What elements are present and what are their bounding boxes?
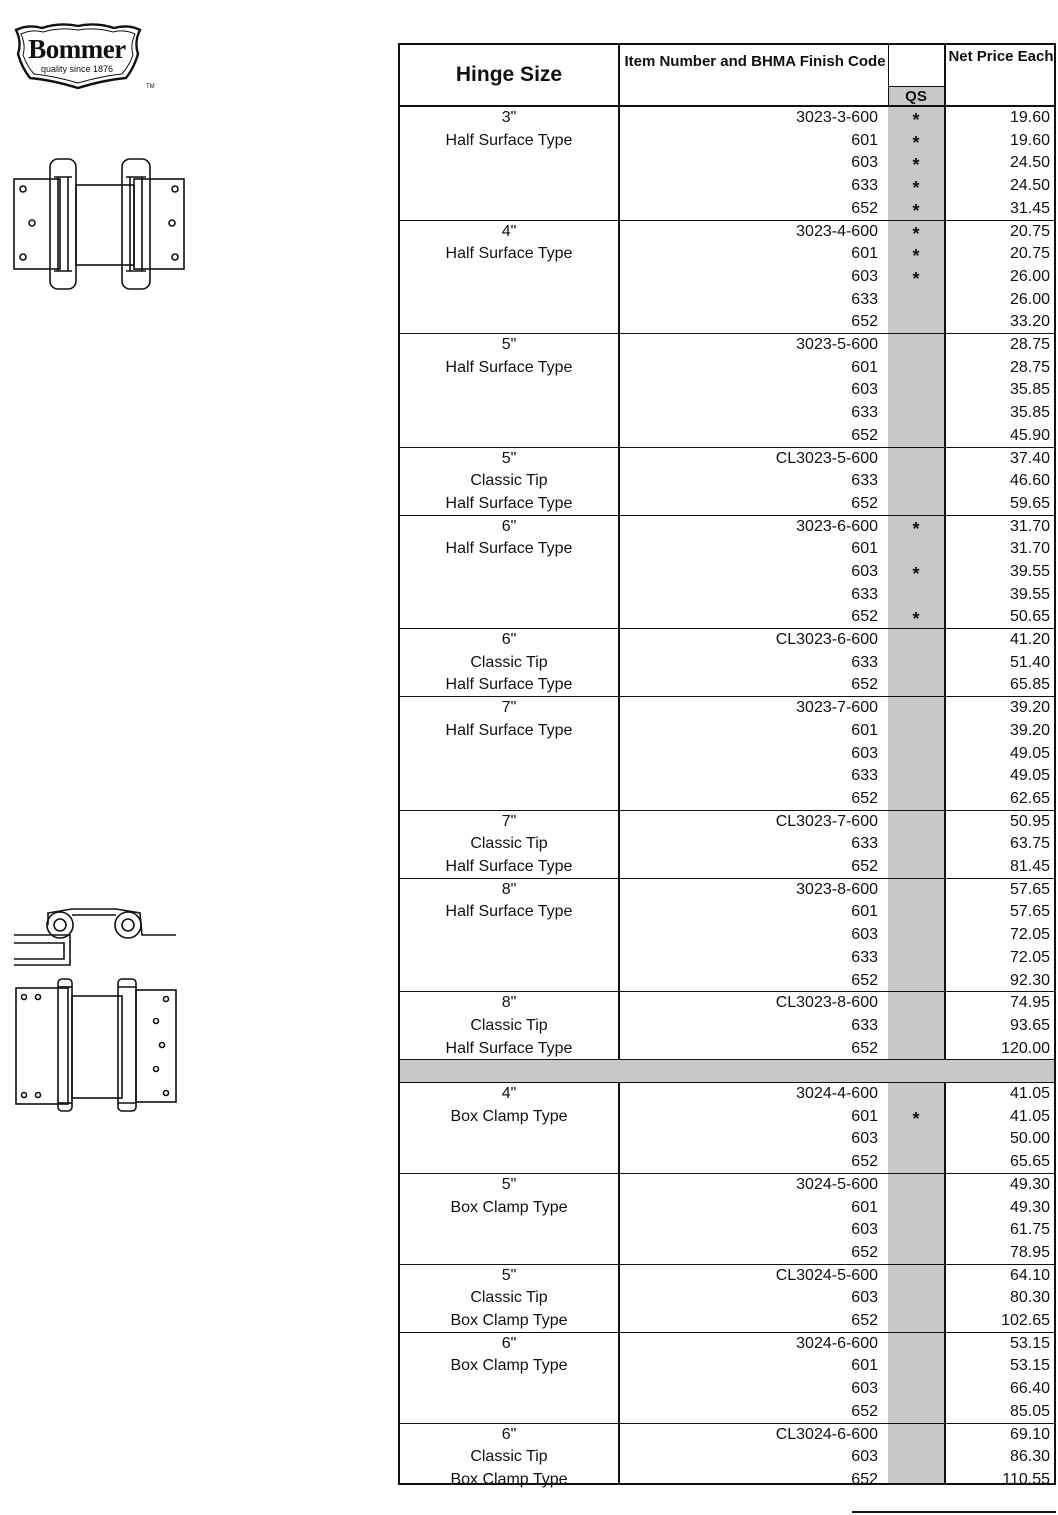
item-code: 652: [851, 1312, 878, 1330]
item-code: 652: [851, 1039, 878, 1057]
item-code: 633: [851, 767, 878, 785]
header-item-number: Item Number and BHMA Finish Code: [624, 53, 886, 70]
qs-marker: *: [912, 246, 920, 267]
header-hinge-size: Hinge Size: [455, 63, 563, 86]
hinge-size-line: Classic Tip: [470, 835, 548, 853]
item-code: 3024-5-600: [796, 1175, 878, 1193]
item-code: 633: [851, 290, 878, 308]
item-code: 603: [851, 267, 878, 285]
net-price: 49.05: [1009, 767, 1050, 785]
hinge-group: [400, 811, 1054, 879]
net-price: 78.95: [1009, 1243, 1050, 1261]
hinge-group: [400, 629, 1054, 697]
table-row: [400, 674, 1054, 697]
hinge-group: [400, 1265, 1054, 1333]
hinge-size-line: 4": [501, 1085, 517, 1103]
table-row: [400, 561, 1054, 584]
hinge-size-line: Half Surface Type: [445, 676, 573, 694]
table-row: [400, 652, 1054, 675]
item-code: 633: [851, 835, 878, 853]
item-code: 633: [851, 653, 878, 671]
logo-brand-name: Bommer: [28, 34, 126, 64]
hinge-group: [400, 879, 1054, 993]
net-price: 39.20: [1009, 699, 1050, 717]
table-row: [400, 924, 1054, 947]
table-row: [400, 992, 1054, 1015]
net-price: 31.70: [1009, 517, 1050, 535]
table-row: [400, 1310, 1054, 1333]
hinge-group: [400, 1424, 1054, 1492]
hinge-size-line: 3": [501, 109, 517, 126]
net-price: 41.05: [1009, 1085, 1050, 1103]
net-price: 35.85: [1009, 404, 1050, 422]
item-code: 3023-5-600: [796, 336, 878, 353]
table-row: [400, 788, 1054, 811]
net-price: 41.20: [1009, 631, 1050, 649]
table-row: [400, 357, 1054, 380]
item-code: CL3023-8-600: [775, 994, 878, 1012]
net-price: 81.45: [1009, 858, 1050, 876]
table-row: [400, 493, 1054, 516]
table-row: [400, 243, 1054, 266]
hinge-size-line: Classic Tip: [470, 653, 548, 671]
table-row: [400, 311, 1054, 334]
hinge-size-line: Classic Tip: [470, 472, 548, 490]
net-price: 41.05: [1009, 1107, 1050, 1125]
net-price: 45.90: [1009, 426, 1050, 444]
logo-tagline: quality since 1876: [40, 64, 114, 74]
net-price: 49.30: [1009, 1198, 1050, 1216]
hinge-size-line: Half Surface Type: [445, 494, 573, 512]
item-code: CL3023-7-600: [775, 812, 878, 830]
item-code: 601: [851, 1107, 878, 1125]
table-row: [400, 1378, 1054, 1401]
table-row: [400, 266, 1054, 289]
item-code: 652: [851, 1402, 878, 1420]
table-row: [400, 538, 1054, 561]
table-row: [400, 879, 1054, 902]
net-price: 26.00: [1009, 267, 1050, 285]
net-price: 85.05: [1009, 1402, 1050, 1420]
table-row: [400, 289, 1054, 312]
net-price: 57.65: [1009, 880, 1050, 898]
net-price: 86.30: [1009, 1448, 1050, 1466]
table-row: [400, 1197, 1054, 1220]
hinge-size-line: 8": [501, 994, 517, 1012]
table-row: [400, 334, 1054, 357]
net-price: 63.75: [1009, 835, 1050, 853]
item-code: 601: [851, 131, 878, 149]
half-surface-hinge-icon: [12, 155, 190, 290]
item-code: 652: [851, 426, 878, 444]
net-price: 57.65: [1009, 903, 1050, 921]
qs-marker: *: [912, 518, 920, 539]
net-price: 102.65: [1001, 1312, 1050, 1330]
item-code: 603: [851, 562, 878, 580]
table-row: [400, 970, 1054, 993]
net-price: 74.95: [1009, 994, 1050, 1012]
table-row: [400, 470, 1054, 493]
table-row: [400, 1469, 1054, 1492]
table-row: [400, 1128, 1054, 1151]
hinge-size-line: Half Surface Type: [445, 1039, 573, 1057]
item-code: 633: [851, 472, 878, 490]
net-price: 28.75: [1009, 358, 1050, 376]
net-price: 19.60: [1009, 109, 1050, 126]
item-code: 603: [851, 381, 878, 399]
hinge-group: [400, 107, 1054, 221]
hinge-size-line: Box Clamp Type: [450, 1357, 568, 1375]
table-row: [400, 743, 1054, 766]
table-row: [400, 1083, 1054, 1106]
net-price: 72.05: [1009, 948, 1050, 966]
hinge-group: [400, 221, 1054, 335]
item-code: 603: [851, 1221, 878, 1239]
item-code: 3023-3-600: [796, 109, 878, 126]
net-price: 31.45: [1009, 199, 1050, 217]
net-price: 51.40: [1009, 653, 1050, 671]
price-table: [398, 43, 1056, 1488]
table-row: [400, 1151, 1054, 1174]
net-price: 50.65: [1009, 608, 1050, 626]
table-row: [400, 1333, 1054, 1356]
qs-marker: *: [912, 1108, 920, 1129]
item-code: 633: [851, 948, 878, 966]
item-code: 633: [851, 1016, 878, 1034]
hinge-group: [400, 334, 1054, 448]
item-code: 652: [851, 608, 878, 626]
hinge-size-line: 6": [501, 517, 517, 535]
net-price: 20.75: [1009, 222, 1050, 240]
table-row: [400, 425, 1054, 448]
table-row: [400, 1242, 1054, 1265]
net-price: 24.50: [1009, 154, 1050, 172]
net-price: 33.20: [1009, 313, 1050, 331]
logo-trademark: TM: [146, 84, 155, 90]
item-code: 3023-6-600: [796, 517, 878, 535]
hinge-size-line: 8": [501, 880, 517, 898]
net-price: 92.30: [1009, 971, 1050, 989]
table-row: [400, 379, 1054, 402]
net-price: 49.05: [1009, 744, 1050, 762]
bommer-logo: [8, 20, 155, 95]
net-price: 69.10: [1009, 1425, 1050, 1443]
half-surface-hinge-drawing: [12, 155, 190, 290]
hinge-size-line: Box Clamp Type: [450, 1312, 568, 1330]
net-price: 72.05: [1009, 926, 1050, 944]
table-row: [400, 833, 1054, 856]
item-code: CL3024-5-600: [775, 1266, 878, 1284]
net-price: 93.65: [1009, 1016, 1050, 1034]
table-row: [400, 130, 1054, 153]
item-code: CL3023-5-600: [775, 449, 878, 467]
item-code: 3023-8-600: [796, 880, 878, 898]
item-code: 601: [851, 358, 878, 376]
net-price: 80.30: [1009, 1289, 1050, 1307]
item-code: 652: [851, 494, 878, 512]
net-price: 35.85: [1009, 381, 1050, 399]
hinge-size-line: Classic Tip: [470, 1289, 548, 1307]
table-row: [400, 1446, 1054, 1469]
table-row: [400, 697, 1054, 720]
item-code: 601: [851, 903, 878, 921]
item-code: 652: [851, 676, 878, 694]
net-price: 59.65: [1009, 494, 1050, 512]
table-row: [400, 1015, 1054, 1038]
net-price: 24.50: [1009, 177, 1050, 195]
item-code: 603: [851, 1289, 878, 1307]
net-price: 39.55: [1009, 562, 1050, 580]
hinge-size-line: Box Clamp Type: [450, 1470, 568, 1488]
table-row: [400, 198, 1054, 221]
item-code: 3023-7-600: [796, 699, 878, 717]
item-code: 652: [851, 1470, 878, 1488]
hinge-size-line: Half Surface Type: [445, 358, 573, 376]
item-code: CL3024-6-600: [775, 1425, 878, 1443]
item-code: 652: [851, 199, 878, 217]
hinge-group: [400, 697, 1054, 811]
table-row: [400, 107, 1054, 130]
item-code: 603: [851, 154, 878, 172]
header-net-price: Net Price Each: [948, 48, 1054, 65]
table-row: [400, 175, 1054, 198]
table-row: [400, 1424, 1054, 1447]
hinge-size-line: 5": [501, 1175, 517, 1193]
hinge-group: [400, 992, 1054, 1060]
hinge-group: [400, 1333, 1054, 1424]
item-code: 652: [851, 1153, 878, 1171]
hinge-size-line: 5": [501, 336, 517, 353]
table-row: [400, 1106, 1054, 1129]
net-price: 46.60: [1009, 472, 1050, 490]
item-code: 601: [851, 540, 878, 558]
qs-marker: *: [912, 155, 920, 176]
hinge-size-line: Box Clamp Type: [450, 1107, 568, 1125]
hinge-size-line: 5": [501, 449, 517, 467]
net-price: 39.20: [1009, 721, 1050, 739]
item-code: 3024-4-600: [796, 1085, 878, 1103]
qs-marker: *: [912, 563, 920, 584]
item-code: 3024-6-600: [796, 1334, 878, 1352]
qs-marker: *: [912, 132, 920, 153]
net-price: 37.40: [1009, 449, 1050, 467]
item-code: 603: [851, 926, 878, 944]
net-price: 65.65: [1009, 1153, 1050, 1171]
table-row: [400, 1219, 1054, 1242]
net-price: 39.55: [1009, 585, 1050, 603]
hinge-size-line: Classic Tip: [470, 1448, 548, 1466]
hinge-size-line: 4": [501, 222, 517, 240]
table-row: [400, 402, 1054, 425]
net-price: 50.00: [1009, 1130, 1050, 1148]
table-row: [400, 1401, 1054, 1424]
table-row: [400, 1038, 1054, 1061]
net-price: 61.75: [1009, 1221, 1050, 1239]
qs-marker: *: [912, 223, 920, 244]
item-code: 633: [851, 177, 878, 195]
item-code: 652: [851, 1243, 878, 1261]
item-code: 652: [851, 971, 878, 989]
table-row: [400, 947, 1054, 970]
table-row: [400, 516, 1054, 539]
table-row: [400, 584, 1054, 607]
net-price: 110.55: [1002, 1470, 1050, 1488]
hinge-group: [400, 1174, 1054, 1265]
table-row: [400, 901, 1054, 924]
hinge-size-line: Half Surface Type: [445, 858, 573, 876]
net-price: 66.40: [1009, 1380, 1050, 1398]
qs-marker: *: [912, 268, 920, 289]
hinge-size-line: Half Surface Type: [445, 721, 573, 739]
item-code: 601: [851, 245, 878, 263]
hinge-group: [400, 1083, 1054, 1174]
item-code: 633: [851, 585, 878, 603]
table-row: [400, 448, 1054, 471]
net-price: 53.15: [1009, 1357, 1050, 1375]
hinge-size-line: Half Surface Type: [445, 540, 573, 558]
hinge-size-line: Half Surface Type: [445, 131, 573, 149]
table-row: [400, 720, 1054, 743]
table-row: [400, 765, 1054, 788]
item-code: 3023-4-600: [796, 222, 878, 240]
item-code: 603: [851, 1448, 878, 1466]
net-price: 31.70: [1009, 540, 1050, 558]
qs-marker: *: [912, 110, 920, 130]
item-code: 652: [851, 313, 878, 331]
header-qs: QS: [888, 86, 944, 105]
hinge-size-line: Box Clamp Type: [450, 1198, 568, 1216]
table-row: [400, 856, 1054, 879]
item-code: 601: [851, 721, 878, 739]
hinge-group: [400, 448, 1054, 516]
table-row: [400, 811, 1054, 834]
hinge-size-line: 6": [501, 1334, 517, 1352]
item-code: 633: [851, 404, 878, 422]
hinge-group: [400, 516, 1054, 630]
section-separator: [400, 1060, 1054, 1083]
net-price: 62.65: [1009, 789, 1050, 807]
table-row: [400, 1355, 1054, 1378]
table-row: [400, 1287, 1054, 1310]
net-price: 120.00: [1001, 1039, 1050, 1057]
net-price: 26.00: [1009, 290, 1050, 308]
item-code: 603: [851, 1380, 878, 1398]
hinge-size-line: Half Surface Type: [445, 245, 573, 263]
item-code: 603: [851, 744, 878, 762]
net-price: 20.75: [1009, 245, 1050, 263]
hinge-size-line: 5": [501, 1266, 517, 1284]
qs-marker: *: [912, 609, 920, 630]
net-price: 28.75: [1009, 336, 1050, 353]
hinge-size-line: 6": [501, 1425, 517, 1443]
hinge-size-line: Classic Tip: [470, 1016, 548, 1034]
item-code: CL3023-6-600: [775, 631, 878, 649]
box-clamp-hinge-drawing: [12, 905, 182, 1120]
item-code: 603: [851, 1130, 878, 1148]
hinge-size-line: Half Surface Type: [445, 903, 573, 921]
box-clamp-hinge-icon: [12, 905, 182, 1120]
qs-marker: *: [912, 178, 920, 199]
item-code: 652: [851, 858, 878, 876]
footer-rule: [852, 1511, 1056, 1513]
net-price: 65.85: [1009, 676, 1050, 694]
item-code: 601: [851, 1357, 878, 1375]
qs-marker: *: [912, 200, 920, 221]
net-price: 19.60: [1009, 131, 1050, 149]
net-price: 49.30: [1009, 1175, 1050, 1193]
table-row: [400, 629, 1054, 652]
table-row: [400, 221, 1054, 244]
item-code: 601: [851, 1198, 878, 1216]
table-row: [400, 1265, 1054, 1288]
table-row: [400, 1174, 1054, 1197]
net-price: 50.95: [1009, 812, 1050, 830]
hinge-size-line: 7": [501, 699, 517, 717]
net-price: 64.10: [1009, 1266, 1050, 1284]
net-price: 53.15: [1009, 1334, 1050, 1352]
table-row: [400, 606, 1054, 629]
table-row: [400, 152, 1054, 175]
hinge-size-line: 6": [501, 631, 517, 649]
item-code: 652: [851, 789, 878, 807]
hinge-size-line: 7": [501, 812, 517, 830]
